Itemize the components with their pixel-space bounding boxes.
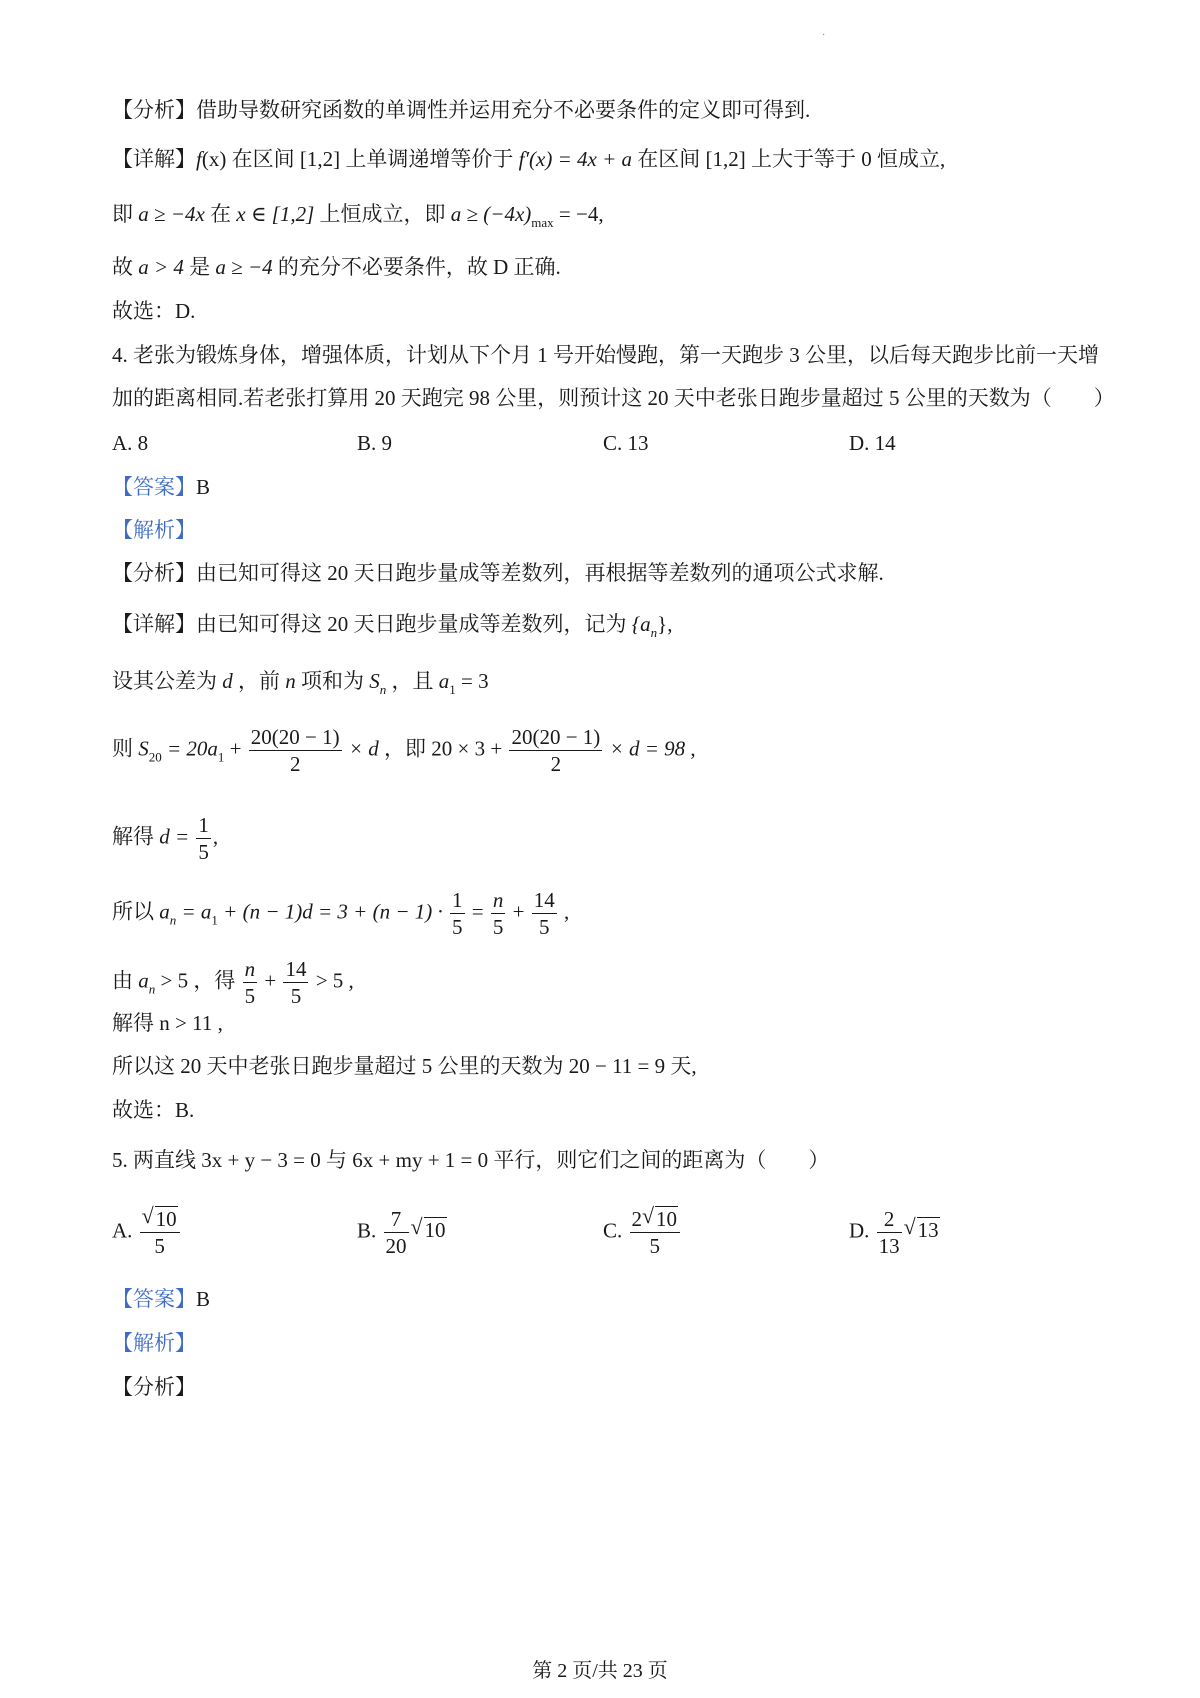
fraction	[140, 1203, 180, 1259]
math-sub: max	[531, 215, 554, 230]
detail-text: 由已知可得这 20 天日跑步量成等差数列，记为	[196, 612, 632, 636]
math: x ∈ [1,2]	[236, 202, 315, 226]
q3-choice: 故选：D.	[112, 299, 196, 323]
text: 由	[112, 968, 139, 993]
math: = a	[176, 899, 212, 924]
math-seq-end: }	[657, 612, 668, 636]
numerator: n	[492, 888, 504, 912]
numerator: 7	[384, 1206, 409, 1233]
corner-mark: ·	[822, 30, 826, 41]
fraction	[877, 1206, 902, 1259]
detail-tag: 【详解】	[112, 612, 196, 636]
math: + (n − 1)d = 3 + (n − 1) ·	[217, 899, 448, 924]
text: 上大于等于 0 恒成立,	[745, 147, 946, 171]
math-a: a	[438, 669, 450, 693]
denominator: 5	[649, 1234, 661, 1258]
answer-value: B	[196, 1287, 211, 1311]
denominator: 5	[492, 915, 504, 939]
numerator: 2	[877, 1206, 902, 1233]
q4-l2	[112, 724, 696, 777]
denominator: 5	[198, 840, 209, 864]
q4-stem-line2: 加的距离相同.若老张打算用 20 天跑完 98 公里，则预计这 20 天中老张日跑步量超过 5 公里的天数为（ ）	[112, 386, 1115, 410]
q3-detail-line	[112, 145, 945, 173]
radical-icon: √	[642, 1203, 655, 1228]
text: 解得	[112, 824, 160, 849]
math-sub: n	[148, 981, 156, 997]
fraction	[450, 887, 465, 940]
math-d: d	[222, 669, 233, 693]
math: = 20a	[161, 736, 218, 761]
coefficient: 2	[631, 1207, 643, 1231]
q5-jiexi-line	[112, 1329, 196, 1357]
denominator: 5	[452, 915, 463, 939]
fraction	[249, 724, 342, 777]
numerator: 14	[285, 957, 307, 981]
q4-option-c: C. 13	[603, 431, 649, 455]
radical-icon: √	[141, 1203, 154, 1228]
q4-stem-line1: 4. 老张为锻炼身体，增强体质，计划从下个月 1 号开始慢跑，第一天跑步 3 公里，以后每天跑步比前一天增	[112, 343, 1099, 367]
answer-tag: 【答案】	[112, 475, 196, 499]
option-label: A.	[112, 1218, 133, 1243]
numerator: 14	[533, 888, 555, 912]
numerator: n	[244, 957, 256, 981]
math-n: n	[285, 669, 296, 693]
q5-option-a	[112, 1203, 182, 1259]
math: a ≥ (−4x)	[450, 202, 532, 226]
math: a ≥ −4	[215, 255, 273, 279]
radicand: 10	[424, 1218, 446, 1243]
math-sub: n	[169, 912, 177, 928]
jiexi-tag: 【解析】	[112, 1331, 196, 1355]
fraction	[384, 1206, 409, 1259]
sqrt	[642, 1203, 678, 1232]
numerator: 1	[452, 888, 463, 912]
math-S: S	[369, 669, 380, 693]
math-x: (x)	[201, 147, 227, 171]
math-sub: n	[379, 682, 387, 697]
q5-stem: 5. 两直线 3x + y − 3 = 0 与 6x + my + 1 = 0 平行，则它们之间的距离为（ ）	[112, 1148, 830, 1172]
denominator: 5	[154, 1234, 165, 1258]
q3-analysis-line	[112, 96, 810, 124]
text: 即	[112, 202, 139, 226]
math: > 5 ,	[310, 968, 354, 993]
text: ,	[685, 736, 696, 761]
text: ，且	[386, 669, 439, 693]
math-seq: {a	[631, 612, 651, 636]
math-S: S	[138, 736, 149, 761]
detail-tag: 【详解】	[112, 147, 196, 171]
math: = 3	[455, 669, 489, 693]
math-sub: 1	[449, 682, 456, 697]
denominator: 20	[385, 1234, 407, 1258]
text: 在区间	[226, 147, 300, 171]
radicand: 13	[917, 1218, 939, 1243]
text: 上恒成立，即	[314, 202, 451, 226]
text: 则	[112, 736, 139, 761]
fraction	[283, 956, 308, 1009]
q4-answer-line	[112, 473, 210, 501]
denominator: 5	[538, 915, 550, 939]
text: 上单调递增等价于	[340, 147, 519, 171]
text: 项和为	[295, 669, 370, 693]
q4-detail-line	[112, 610, 673, 647]
q3-line3	[112, 253, 561, 281]
q5-analysis-line	[112, 1373, 196, 1401]
text: 在区间	[632, 147, 706, 171]
numerator	[140, 1203, 180, 1233]
math-derivative: ′(x) = 4x + a	[524, 147, 633, 171]
math-sub: 20	[148, 749, 162, 765]
sqrt	[904, 1216, 940, 1244]
q4-option-b: B. 9	[357, 431, 393, 455]
math-f: f	[196, 147, 202, 171]
analysis-tag: 【分析】	[112, 561, 196, 585]
fraction	[196, 812, 211, 865]
q4-l1	[112, 667, 489, 704]
text: 故	[112, 255, 139, 279]
text: 所以	[112, 899, 160, 924]
fraction	[630, 1203, 681, 1259]
q5-answer-line	[112, 1285, 210, 1313]
q5-option-b	[357, 1206, 447, 1259]
text: ，即 20 × 3 +	[378, 736, 508, 761]
q4-l7: 所以这 20 天中老张日跑步量超过 5 公里的天数为 20 − 11 = 9 天,	[112, 1054, 697, 1078]
numerator	[630, 1203, 681, 1233]
text: ,	[667, 612, 673, 636]
text: 的充分不必要条件，故 D 正确.	[272, 255, 561, 279]
q4-l3	[112, 812, 218, 865]
math: +	[507, 899, 530, 924]
math: = −4	[553, 202, 599, 226]
fraction	[243, 956, 258, 1009]
q4-l4	[112, 887, 569, 940]
fraction	[509, 724, 602, 777]
text: 是	[183, 255, 216, 279]
q4-option-d: D. 14	[849, 431, 896, 455]
math-interval: [1,2]	[705, 147, 746, 171]
analysis-text: 由已知可得这 20 天日跑步量成等差数列，再根据等差数列的通项公式求解.	[196, 561, 884, 585]
q4-choice: 故选：B.	[112, 1098, 195, 1122]
denominator: 2	[550, 752, 562, 776]
text: ，前	[232, 669, 286, 693]
q5-option-d	[849, 1206, 940, 1259]
text: 设其公差为	[112, 669, 223, 693]
math: =	[466, 899, 489, 924]
numerator: 1	[198, 813, 209, 837]
analysis-tag: 【分析】	[112, 1375, 196, 1399]
page-footer: 第 2 页/共 23 页	[532, 1660, 668, 1682]
q4-l5	[112, 956, 354, 1009]
option-label: B.	[357, 1218, 377, 1243]
option-label: D.	[849, 1218, 870, 1243]
fraction	[491, 887, 506, 940]
math: +	[224, 736, 247, 761]
math-sub: 1	[217, 749, 225, 765]
analysis-text: 借助导数研究函数的单调性并运用充分不必要条件的定义即可得到.	[196, 98, 811, 122]
q4-jiexi-line	[112, 516, 196, 544]
answer-value: B	[196, 475, 211, 499]
text: ,	[212, 824, 219, 849]
math: a > 4	[138, 255, 184, 279]
math: a ≥ −4x	[138, 202, 205, 226]
denominator: 5	[244, 984, 256, 1008]
denominator: 5	[290, 984, 302, 1008]
math: × d	[343, 736, 379, 761]
math-a: a	[159, 899, 170, 924]
q4-l6: 解得 n > 11 ,	[112, 1011, 223, 1035]
radical-icon: √	[410, 1214, 423, 1240]
math: d =	[159, 824, 195, 849]
text: 在	[204, 202, 237, 226]
fraction	[532, 887, 557, 940]
analysis-tag: 【分析】	[112, 98, 196, 122]
numerator: 20(20 − 1)	[511, 725, 601, 749]
math-f: f	[518, 147, 525, 171]
q3-line2	[112, 200, 604, 237]
radicand: 10	[155, 1207, 177, 1231]
jiexi-tag: 【解析】	[112, 518, 196, 542]
math-sub: n	[650, 625, 658, 640]
text: > 5 ，得	[155, 968, 241, 993]
math: × d = 98	[604, 736, 686, 761]
sqrt	[411, 1216, 447, 1244]
text: ,	[598, 202, 604, 226]
answer-tag: 【答案】	[112, 1287, 196, 1311]
radicand: 10	[656, 1207, 678, 1231]
q4-analysis-line	[112, 559, 884, 587]
math-a: a	[138, 968, 149, 993]
math: +	[259, 968, 282, 993]
q5-option-c	[603, 1203, 682, 1259]
q4-option-a: A. 8	[112, 431, 149, 455]
sqrt	[141, 1203, 178, 1232]
denominator: 13	[878, 1234, 900, 1258]
radical-icon: √	[903, 1214, 916, 1240]
math-interval: [1,2]	[299, 147, 341, 171]
denominator: 2	[289, 752, 301, 776]
numerator: 20(20 − 1)	[250, 725, 340, 749]
option-label: C.	[603, 1218, 623, 1243]
math-sub: 1	[211, 912, 218, 928]
text: ,	[558, 899, 570, 924]
